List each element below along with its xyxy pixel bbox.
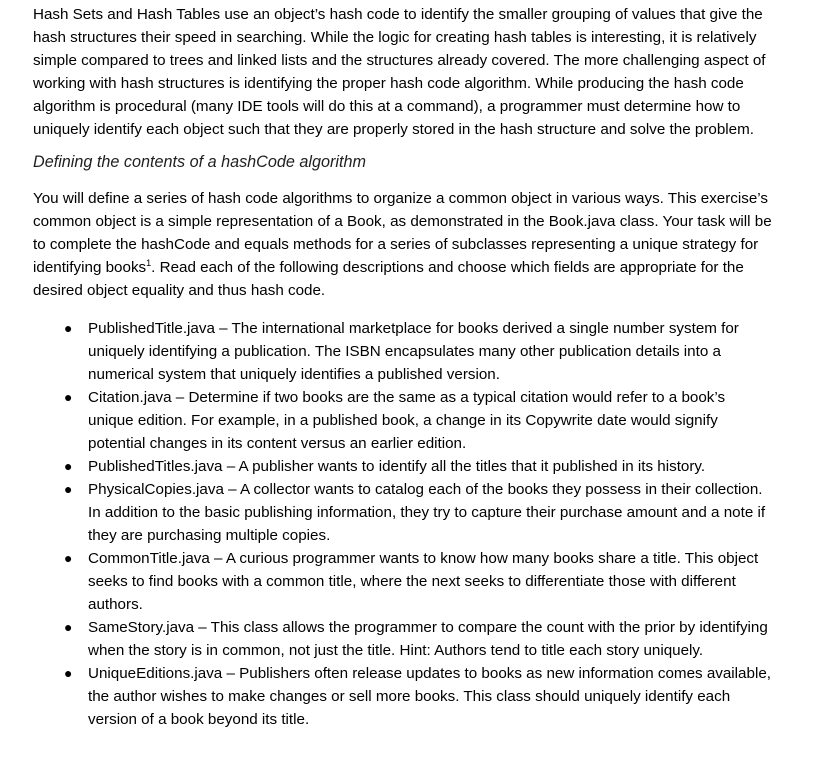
list-item-text: PhysicalCopies.java – A collector wants to catalog each of the books they possess in their collection. In addition to the basic publishing information, they try to capture their purchase amount and a note if they are purchasing multiple copies. — [88, 481, 766, 544]
bullet-icon: ● — [64, 389, 73, 405]
list-item — [33, 662, 773, 731]
task-paragraph — [33, 187, 773, 302]
list-item-text: UniqueEditions.java – Publishers often release updates to books as new information comes available, the author wishes to make changes or sell more books. This class should uniquely identify each version of a book beyond its title. — [88, 665, 771, 728]
bullet-icon: ● — [64, 550, 73, 566]
bullet-icon: ● — [64, 458, 73, 474]
task-paragraph-text: You will define a series of hash code algorithms to organize a common object in various ways. This exercise’s common object is a simple representation of a Book, as demonstrated in the Book.java class. Your task will be to complete the hashCode and equals methods for a series of subclasses representing a unique strategy for identifying books — [33, 190, 772, 276]
list-item-text: CommonTitle.java – A curious programmer wants to know how many books share a title. This object seeks to find books with a common title, where the next seeks to differentiate those with different authors. — [88, 550, 759, 613]
task-paragraph-text-continued: . Read each of the following descriptions and choose which fields are appropriate for the desired object equality and thus hash code. — [33, 259, 744, 299]
section-heading: Defining the contents of a hashCode algorithm — [33, 153, 366, 171]
list-item — [33, 547, 773, 616]
list-item — [33, 478, 773, 547]
list-item — [33, 616, 773, 662]
list-item — [33, 386, 773, 455]
list-item-text: PublishedTitle.java – The international marketplace for books derived a single number system for uniquely identifying a publication. The ISBN encapsulates many other publication details into a numerical system that uniquely identifies a published version. — [88, 320, 739, 383]
bullet-icon: ● — [64, 619, 73, 635]
list-item-text: Citation.java – Determine if two books are the same as a typical citation would refer to a book’s unique edition. For example, in a published book, a change in its Copywrite date would signify potential changes in its content versus an earlier edition. — [88, 389, 726, 452]
bullet-icon: ● — [64, 481, 73, 497]
bullet-icon: ● — [64, 320, 73, 336]
footnote-marker[interactable]: 1 — [146, 257, 152, 268]
intro-paragraph: Hash Sets and Hash Tables use an object’s hash code to identify the smaller grouping of values that give the hash structures their speed in searching. While the logic for creating hash tables is interesting, it is relatively simple compared to trees and linked lists and the structures already covered. The more challenging aspect of working with hash structures is identifying the proper hash code algorithm. While producing the hash code algorithm is procedural (many IDE tools will do this at a command), a programmer must determine how to uniquely identify each object such that they are properly stored in the hash structure and solve the problem. — [33, 6, 766, 138]
document-page — [33, 3, 773, 731]
bullet-icon: ● — [64, 665, 73, 681]
list-item — [33, 455, 773, 478]
list-item-text: SameStory.java – This class allows the programmer to compare the count with the prior by identifying when the story is in common, not just the title. Hint: Authors tend to title each story uniquely. — [88, 619, 768, 659]
class-description-list — [33, 317, 773, 731]
list-item — [33, 317, 773, 386]
list-item-text: PublishedTitles.java – A publisher wants to identify all the titles that it published in its history. — [88, 458, 706, 475]
